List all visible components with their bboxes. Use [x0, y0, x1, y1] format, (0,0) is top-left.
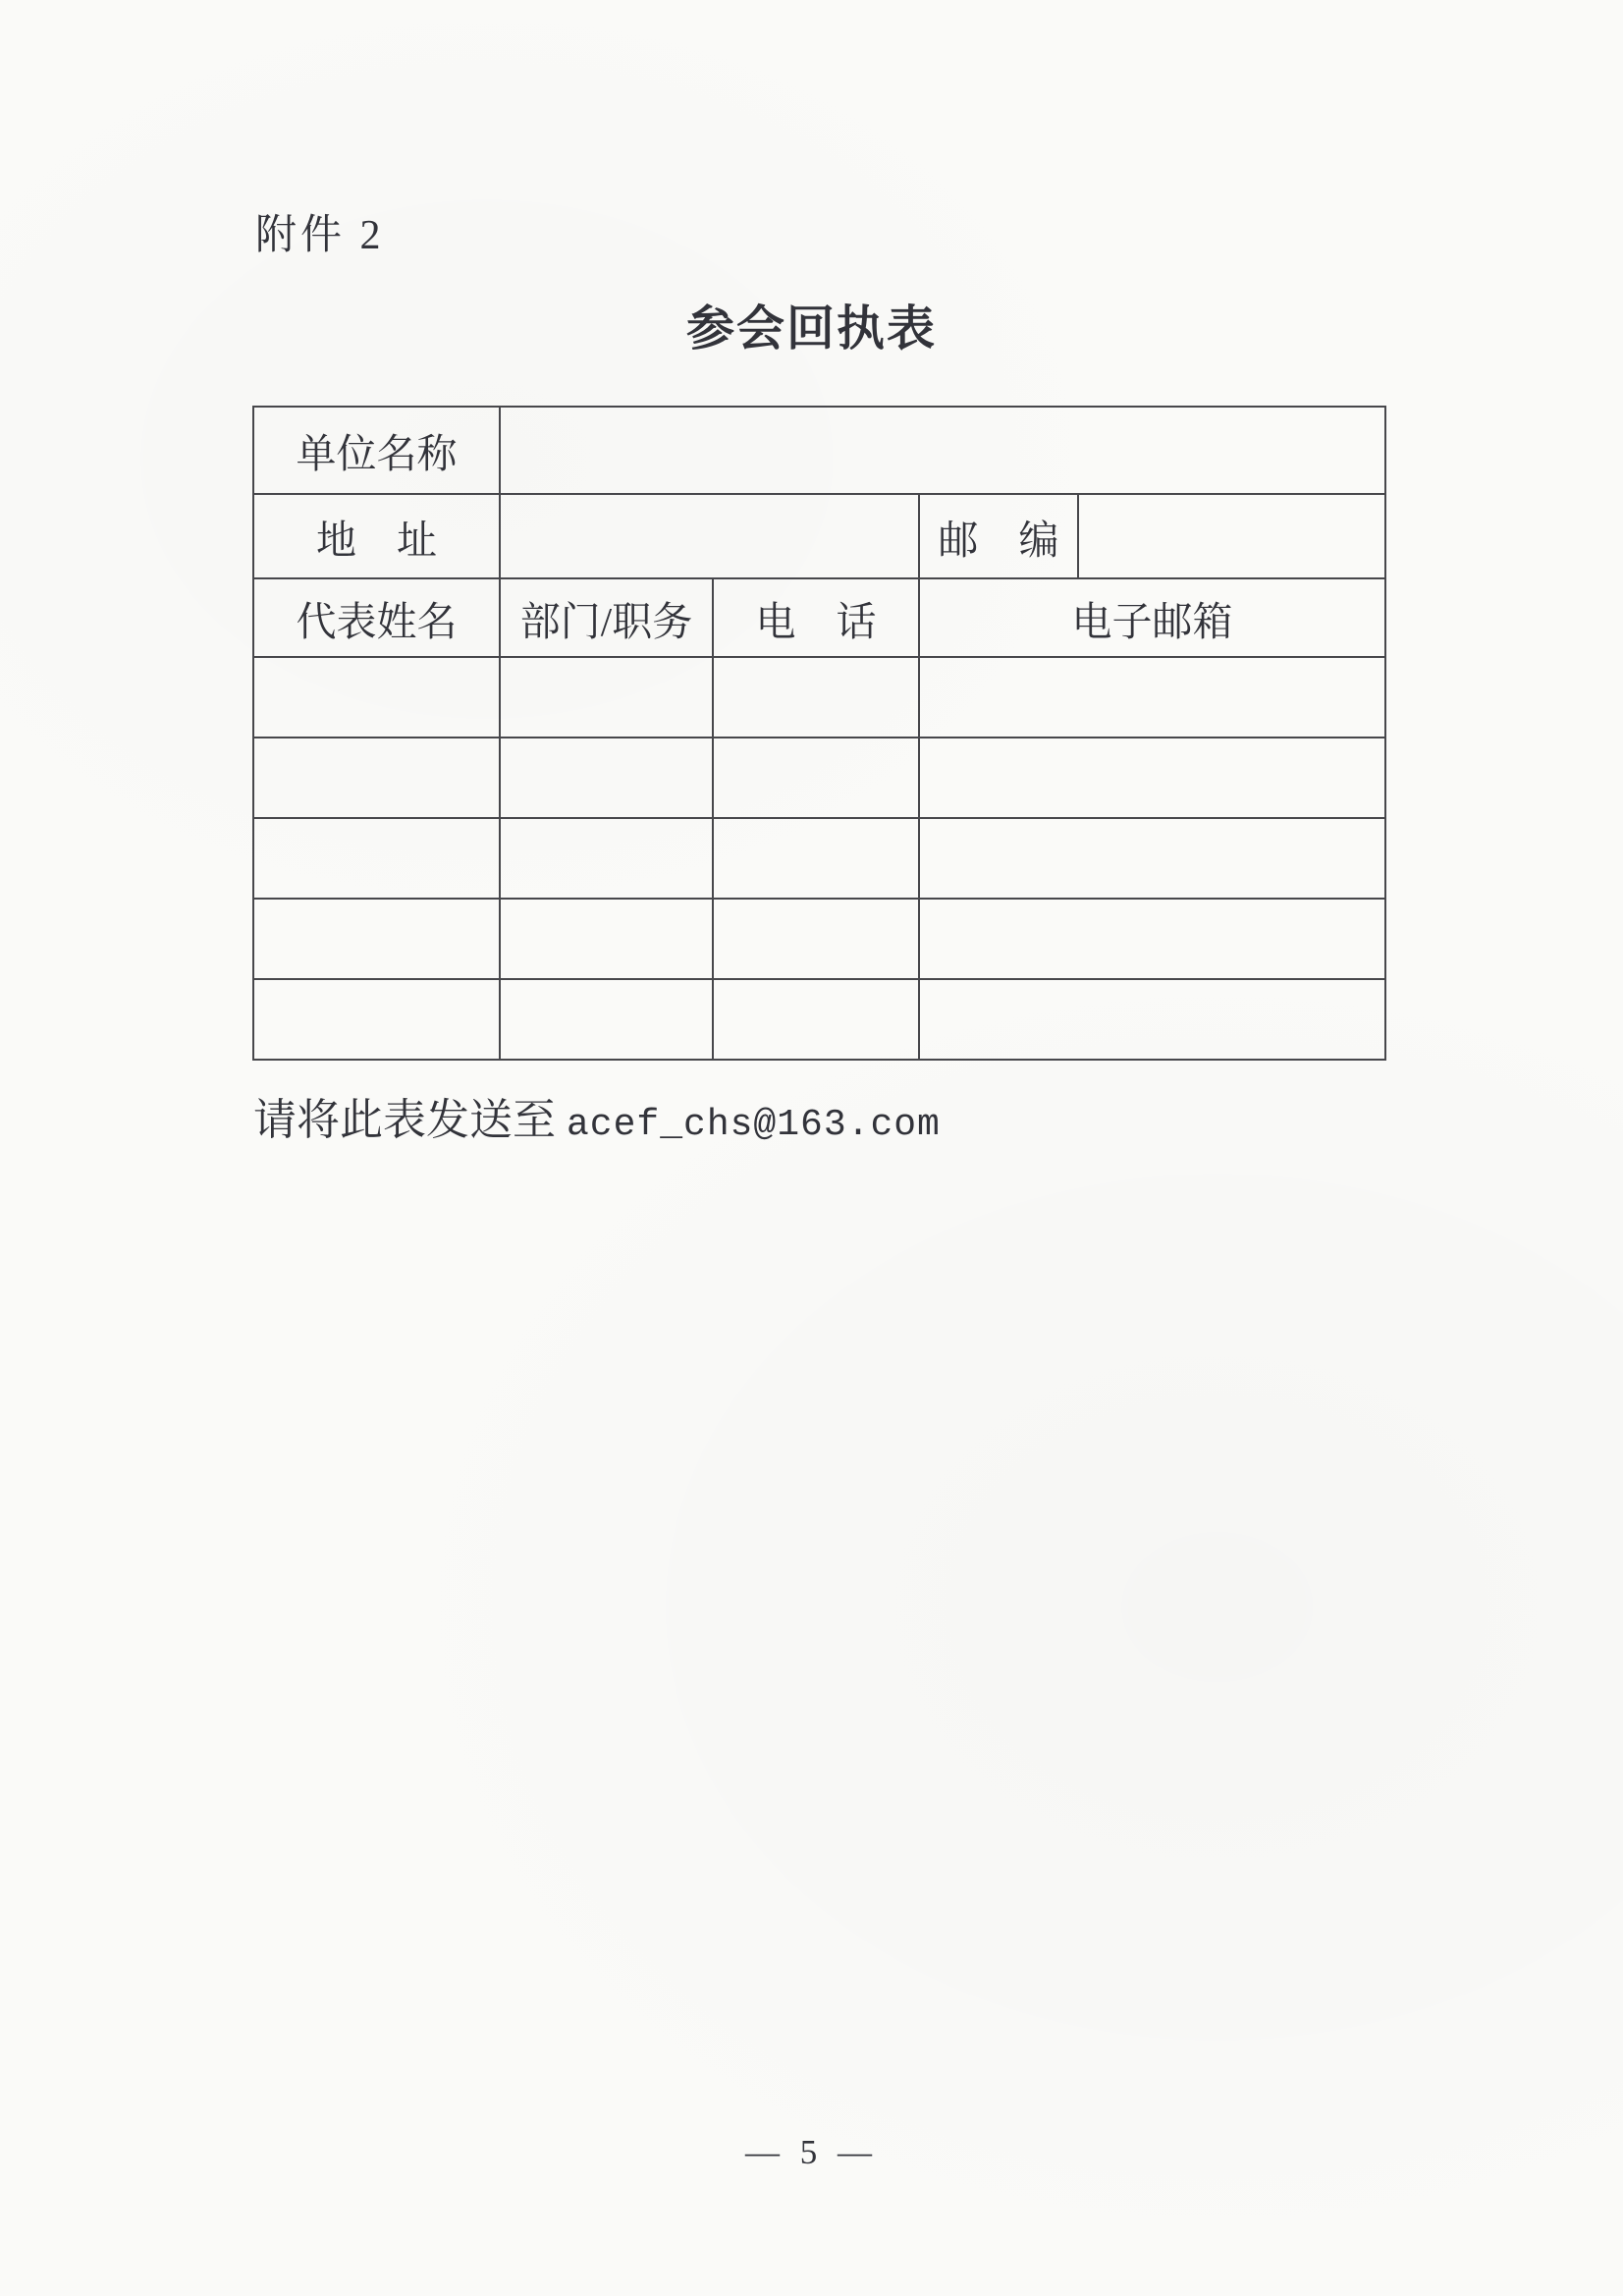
table-row-unit-name	[253, 407, 1385, 494]
attachment-label: 附件 2	[255, 213, 385, 258]
address-label-cell: 地 址	[253, 494, 500, 578]
rep-name-header-cell: 代表姓名	[253, 578, 500, 657]
postal-code-label-cell: 邮 编	[919, 494, 1078, 578]
empty-cell	[919, 657, 1385, 738]
unit-name-value-cell	[500, 407, 1385, 494]
empty-cell	[919, 899, 1385, 979]
empty-cell	[919, 979, 1385, 1060]
table-row-column-headers	[253, 578, 1385, 657]
phone-header-cell: 电 话	[713, 578, 919, 657]
empty-cell	[713, 899, 919, 979]
empty-cell	[500, 979, 713, 1060]
empty-cell	[253, 818, 500, 899]
unit-name-label-cell: 单位名称	[253, 407, 500, 494]
dept-position-header-cell: 部门/职务	[500, 578, 713, 657]
empty-cell	[500, 657, 713, 738]
postal-code-value-cell	[1078, 494, 1385, 578]
empty-cell	[713, 979, 919, 1060]
empty-cell	[919, 818, 1385, 899]
send-to-note	[253, 1084, 941, 1147]
empty-cell	[919, 738, 1385, 818]
empty-cell	[713, 818, 919, 899]
page-title: 参会回执表	[685, 301, 937, 355]
empty-cell	[713, 738, 919, 818]
table-row-empty	[253, 899, 1385, 979]
empty-cell	[500, 899, 713, 979]
empty-cell	[253, 979, 500, 1060]
empty-cell	[253, 657, 500, 738]
empty-cell	[253, 899, 500, 979]
page-number: — 5 —	[745, 2133, 878, 2171]
empty-cell	[500, 738, 713, 818]
reply-form-table	[252, 406, 1386, 1061]
empty-cell	[253, 738, 500, 818]
table-row-empty	[253, 657, 1385, 738]
address-value-cell	[500, 494, 919, 578]
email-address: acef_chs@163.com	[567, 1104, 941, 1146]
send-to-note-text: 请将此表发送至	[253, 1096, 567, 1144]
empty-cell	[500, 818, 713, 899]
table-row-empty	[253, 738, 1385, 818]
table-row-address	[253, 494, 1385, 578]
email-header-cell: 电子邮箱	[919, 578, 1385, 657]
table-row-empty	[253, 818, 1385, 899]
empty-cell	[713, 657, 919, 738]
table-row-empty	[253, 979, 1385, 1060]
